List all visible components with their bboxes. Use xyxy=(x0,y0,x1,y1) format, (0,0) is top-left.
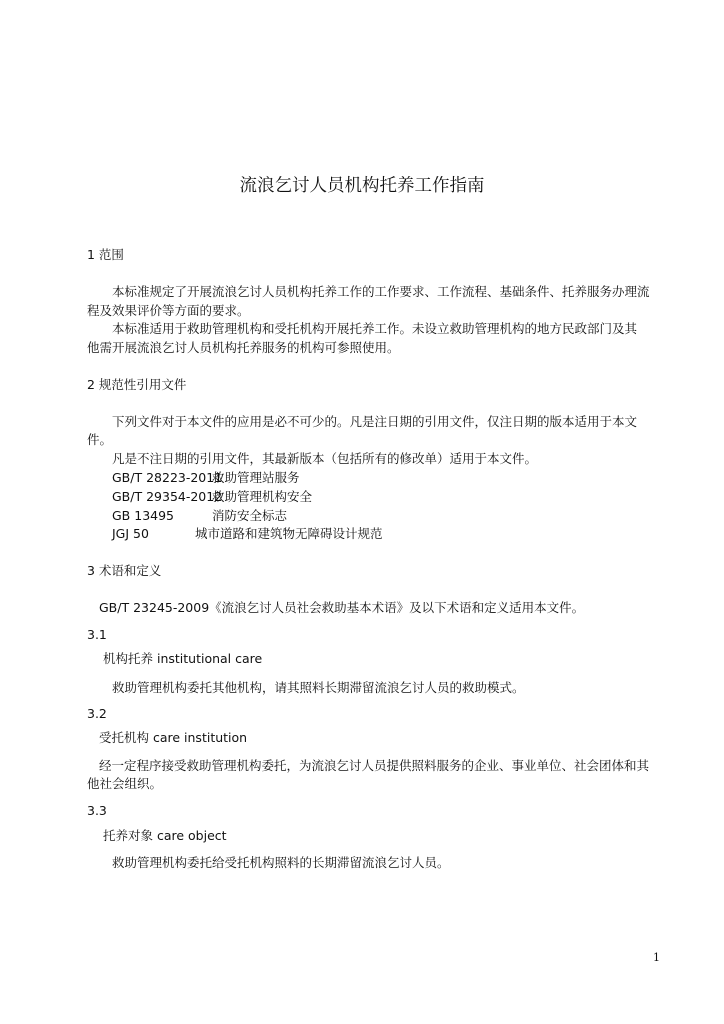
section-1-paragraph-1-line-1: 本标准规定了开展流浪乞讨人员机构托养工作的工作要求、工作流程、基础条件、托养服务办理流 xyxy=(112,284,650,299)
term-number: 3.2 xyxy=(87,706,107,721)
document-title: 流浪乞讨人员机构托养工作指南 xyxy=(239,176,485,196)
section-1-paragraph-1-line-2: 程及效果评价等方面的要求。 xyxy=(87,303,250,318)
section-1-paragraph-2-line-2: 他需开展流浪乞讨人员机构托养服务的机构可参照使用。 xyxy=(87,340,400,355)
reference-code: GB 13495 xyxy=(112,508,174,523)
section-2-paragraph-2: 凡是不注日期的引用文件，其最新版本（包括所有的修改单）适用于本文件。 xyxy=(112,451,538,466)
term-number: 3.1 xyxy=(87,627,107,642)
reference-title: 城市道路和建筑物无障碍设计规范 xyxy=(195,526,383,541)
section-2-paragraph-1-line-1: 下列文件对于本文件的应用是必不可少的。凡是注日期的引用文件，仅注日期的版本适用于本文 xyxy=(112,414,638,429)
normative-reference xyxy=(87,488,687,505)
normative-reference xyxy=(87,507,687,524)
normative-reference xyxy=(87,525,687,542)
term-definition: 救助管理机构委托给受托机构照料的长期滞留流浪乞讨人员。 xyxy=(112,855,450,870)
reference-title: 救助管理机构安全 xyxy=(212,489,313,504)
section-1-heading: 1 范围 xyxy=(87,247,124,262)
term-heading: 托养对象 care object xyxy=(103,828,227,843)
section-2-heading: 2 规范性引用文件 xyxy=(87,377,187,392)
section-1-paragraph-2-line-1: 本标准适用于救助管理机构和受托机构开展托养工作。未设立救助管理机构的地方民政部门及其 xyxy=(112,321,638,336)
section-3-heading: 3 术语和定义 xyxy=(87,563,162,578)
term-definition: 救助管理机构委托其他机构，请其照料长期滞留流浪乞讨人员的救助模式。 xyxy=(112,680,525,695)
page-number: 1 xyxy=(653,951,660,964)
term-heading: 受托机构 care institution xyxy=(99,730,248,745)
term-definition-line-2: 他社会组织。 xyxy=(87,776,163,791)
reference-code: GB/T 29354-2012 xyxy=(112,489,223,504)
reference-code: JGJ 50 xyxy=(112,526,149,541)
reference-title: 消防安全标志 xyxy=(212,508,288,523)
term-heading: 机构托养 institutional care xyxy=(103,651,263,666)
reference-title: 救助管理站服务 xyxy=(212,470,300,485)
section-3-intro: GB/T 23245-2009《流浪乞讨人员社会救助基本术语》及以下术语和定义适用本文件。 xyxy=(99,600,585,615)
term-definition-line-1: 经一定程序接受救助管理机构委托，为流浪乞讨人员提供照料服务的企业、事业单位、社会团体和其 xyxy=(99,758,650,773)
reference-code: GB/T 28223-2011 xyxy=(112,470,223,485)
section-2-paragraph-1-line-2: 件。 xyxy=(87,432,113,447)
normative-reference xyxy=(87,469,687,486)
term-number: 3.3 xyxy=(87,803,107,818)
